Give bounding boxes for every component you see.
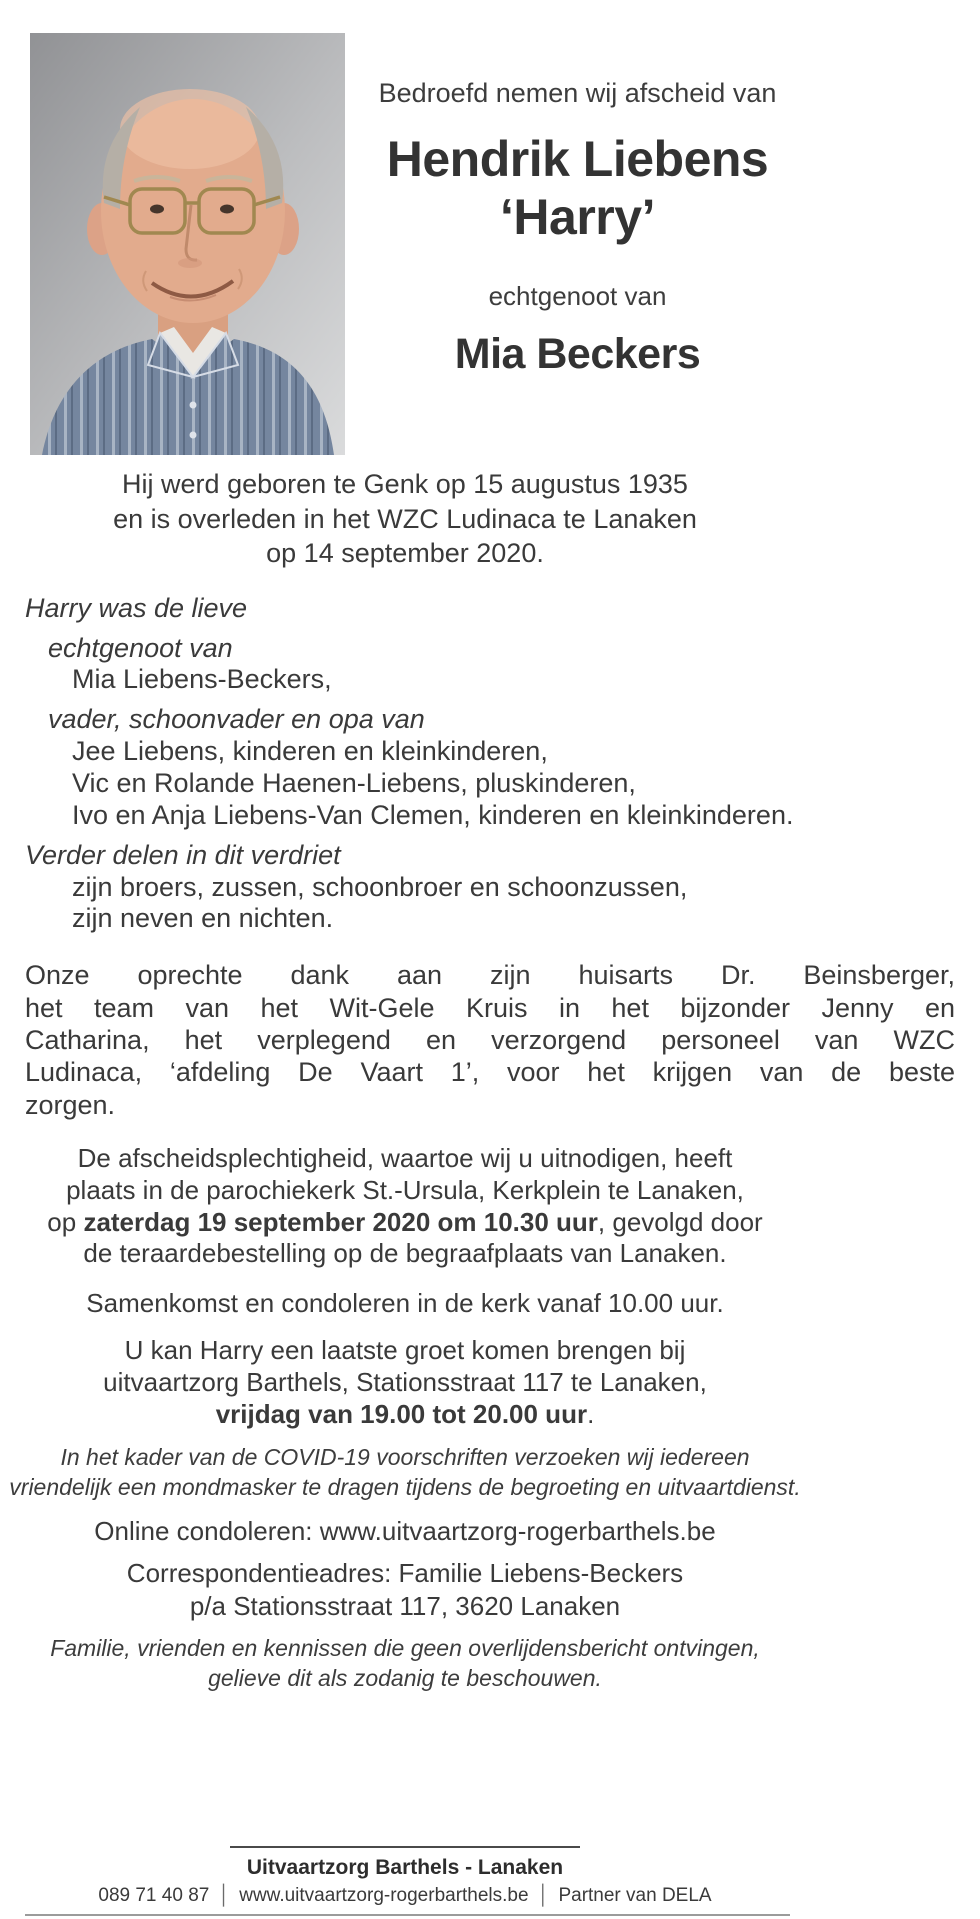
ceremony-line: De afscheidsplechtigheid, waartoe wij u uitnodigen, heeft bbox=[77, 1143, 733, 1174]
portrait-photo bbox=[30, 33, 345, 455]
family-member: Jee Liebens, kinderen en kleinkinderen, bbox=[72, 736, 548, 767]
greeting-line bbox=[0, 1399, 810, 1431]
visiting-hours: vrijdag van 19.00 tot 20.00 uur bbox=[215, 1398, 588, 1429]
greeting-line: U kan Harry een laatste groet komen brengen bij bbox=[124, 1335, 686, 1366]
acknowledgement-line: het team van het Wit-Gele Kruis in het bijzonder Jenny en bbox=[25, 992, 955, 1023]
footer-phone: 089 71 40 87 bbox=[98, 1885, 210, 1906]
last-greeting-paragraph bbox=[0, 1335, 810, 1430]
correspondence-address bbox=[0, 1557, 810, 1622]
family-member: zijn neven en nichten. bbox=[72, 903, 334, 934]
acknowledgement-line: Catharina, het verplegend en verzorgend personeel van WZC bbox=[25, 1025, 955, 1056]
page-bottom-divider bbox=[25, 1914, 790, 1916]
announcement-header bbox=[345, 33, 980, 455]
acknowledgement-line: Ludinaca, ‘afdeling De Vaart 1’, voor het krijgen van de beste bbox=[25, 1057, 955, 1088]
covid-line: In het kader van de COVID-19 voorschriften verzoeken wij iedereen bbox=[60, 1444, 750, 1471]
deceased-name: Hendrik Liebens bbox=[386, 131, 769, 187]
family-member: Ivo en Anja Liebens-Van Clemen, kinderen en kleinkinderen. bbox=[72, 799, 794, 830]
ceremony-paragraph bbox=[0, 1143, 810, 1270]
ceremony-date-prefix: op bbox=[47, 1206, 84, 1237]
family-section bbox=[0, 593, 980, 936]
birth-death-paragraph bbox=[0, 467, 810, 571]
notice-line: gelieve dit als zodanig te beschouwen. bbox=[208, 1664, 602, 1691]
birth-line: Hij werd geboren te Genk op 15 augustus 1935 bbox=[122, 469, 688, 499]
family-member: zijn broers, zussen, schoonbroer en schoonzussen, bbox=[72, 871, 688, 902]
acknowledgement-line: Onze oprechte dank aan zijn huisarts Dr. Beinsberger, bbox=[25, 960, 955, 991]
footer-contact-line bbox=[0, 1885, 810, 1907]
family-role-label-spouse: echtgenoot van bbox=[48, 632, 233, 663]
family-member: Vic en Rolande Haenen-Liebens, pluskinderen, bbox=[72, 767, 636, 798]
online-condolence-label: Online condoleren: bbox=[94, 1516, 320, 1547]
family-heading: Harry was de lieve bbox=[25, 592, 248, 623]
ceremony-line: plaats in de parochiekerk St.-Ursula, Kerkplein te Lanaken, bbox=[66, 1174, 744, 1205]
gathering-text: Samenkomst en condoleren in de kerk vanaf 10.00 uur. bbox=[86, 1288, 724, 1319]
death-date-line: op 14 september 2020. bbox=[266, 538, 544, 569]
online-condolence bbox=[0, 1516, 810, 1547]
online-condolence-url: www.uitvaartzorg-rogerbarthels.be bbox=[319, 1516, 716, 1547]
ceremony-datetime: zaterdag 19 september 2020 om 10.30 uur bbox=[83, 1206, 598, 1237]
family-member-spouse: Mia Liebens-Beckers, bbox=[72, 664, 332, 695]
header-section bbox=[0, 0, 980, 455]
footer-separator: │ bbox=[218, 1885, 231, 1906]
covid-notice bbox=[0, 1443, 810, 1502]
ceremony-date-suffix: , gevolgd door bbox=[597, 1206, 763, 1237]
greeting-line: uitvaartzorg Barthels, Stationsstraat 117 te Lanaken, bbox=[103, 1366, 707, 1397]
funeral-home-name: Uitvaartzorg Barthels - Lanaken bbox=[246, 1856, 564, 1879]
intro-line: Bedroefd nemen wij afscheid van bbox=[378, 78, 777, 108]
footer bbox=[0, 1846, 810, 1907]
footer-separator: │ bbox=[537, 1885, 550, 1906]
acknowledgement-paragraph bbox=[25, 959, 955, 1121]
family-role-label-children: vader, schoonvader en opa van bbox=[48, 704, 425, 735]
non-notified-notice bbox=[0, 1634, 810, 1693]
spouse-of-label: echtgenoot van bbox=[488, 281, 667, 311]
ceremony-line: de teraardebestelling op de begraafplaats van Lanaken. bbox=[83, 1238, 727, 1269]
ceremony-line bbox=[0, 1207, 810, 1239]
visiting-hours-suffix: . bbox=[587, 1398, 595, 1429]
acknowledgement-line: zorgen. bbox=[25, 1089, 116, 1120]
footer-partner: Partner van DELA bbox=[558, 1885, 712, 1906]
notice-line: Familie, vrienden en kennissen die geen overlijdensbericht ontvingen, bbox=[50, 1635, 760, 1662]
death-line: en is overleden in het WZC Ludinaca te Lanaken bbox=[113, 503, 697, 534]
correspondence-line: Correspondentieadres: Familie Liebens-Beckers bbox=[126, 1558, 684, 1589]
correspondence-line: p/a Stationsstraat 117, 3620 Lanaken bbox=[189, 1590, 621, 1621]
family-others-heading: Verder delen in dit verdriet bbox=[25, 839, 341, 870]
footer-divider bbox=[230, 1846, 580, 1848]
spouse-name: Mia Beckers bbox=[454, 330, 701, 378]
covid-line: vriendelijk een mondmasker te dragen tijdens de begroeting en uitvaartdienst. bbox=[9, 1473, 801, 1500]
footer-website: www.uitvaartzorg-rogerbarthels.be bbox=[239, 1885, 529, 1906]
deceased-nickname: ‘Harry’ bbox=[500, 189, 655, 245]
